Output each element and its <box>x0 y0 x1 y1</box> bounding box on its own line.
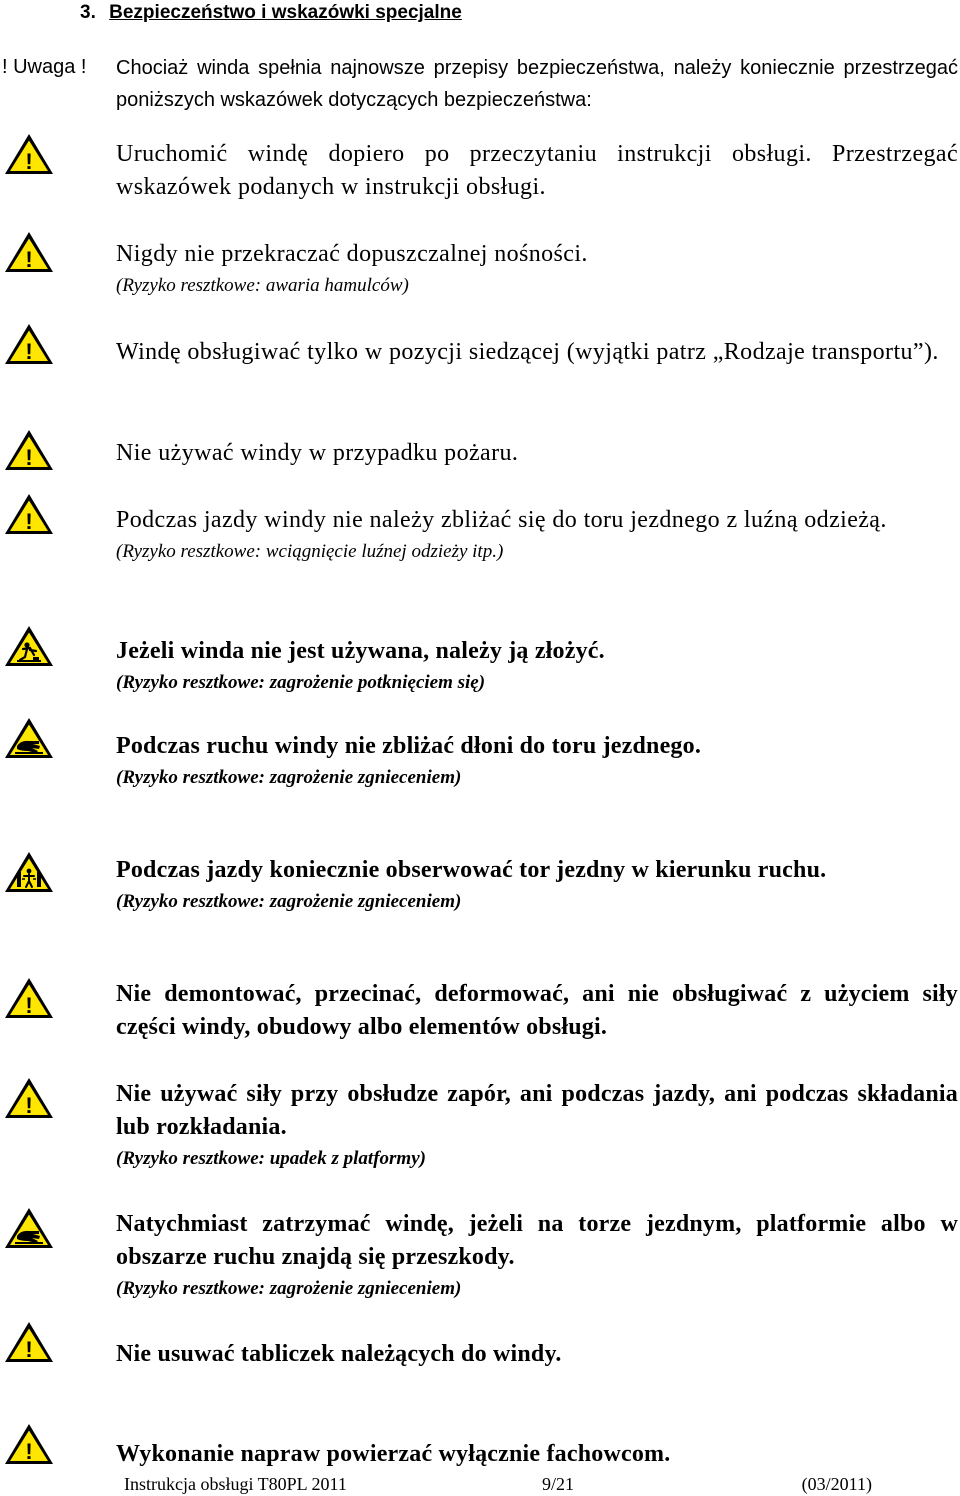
svg-text:!: ! <box>25 445 33 470</box>
safety-item <box>116 504 958 567</box>
safety-item <box>116 1338 958 1371</box>
trip-hazard-icon <box>3 624 55 668</box>
svg-text:!: ! <box>25 1093 33 1118</box>
item-text: Podczas jazdy windy nie należy zbliżać się do toru jezdnego z luźną odzieżą. <box>116 507 887 533</box>
item-text: Nie używać windy w przypadku pożaru. <box>116 440 519 466</box>
safety-item <box>116 730 958 793</box>
residual-risk-note: (Ryzyko resztkowe: zagrożenie zgnieceniem) <box>116 767 462 788</box>
section-number: 3. <box>80 2 96 23</box>
warning-icon <box>3 492 55 536</box>
safety-item <box>116 437 958 470</box>
safety-item <box>116 1208 958 1304</box>
hand-crush-icon <box>3 1206 55 1250</box>
footer-date: (03/2011) <box>801 1474 872 1494</box>
warning-icon <box>3 428 55 472</box>
safety-item <box>116 138 958 204</box>
section-title: Bezpieczeństwo i wskazówki specjalne <box>109 2 462 23</box>
item-text: Nigdy nie przekraczać dopuszczalnej nośności. <box>116 241 588 267</box>
footer-page-number: 9/21 <box>542 1474 575 1494</box>
residual-risk-note: (Ryzyko resztkowe: zagrożenie potknięciem się) <box>116 672 486 693</box>
section-heading <box>80 0 462 26</box>
item-text: Nie używać siły przy obsłudze zapór, ani podczas jazdy, ani podczas składania lub rozkładania. <box>116 1081 958 1140</box>
svg-text:!: ! <box>25 1439 33 1464</box>
safety-item <box>116 1078 958 1174</box>
svg-text:!: ! <box>25 509 33 534</box>
safety-item <box>116 978 958 1044</box>
item-text: Natychmiast zatrzymać windę, jeżeli na torze jezdnym, platformie albo w obszarze ruchu znajdą się przeszkody. <box>116 1211 958 1270</box>
svg-text:!: ! <box>25 247 33 272</box>
warning-icon <box>3 976 55 1020</box>
warning-icon <box>3 230 55 274</box>
warning-icon <box>3 132 55 176</box>
safety-item <box>116 635 958 698</box>
safety-item <box>116 1438 958 1471</box>
body-crush-icon <box>3 850 55 894</box>
residual-risk-note: (Ryzyko resztkowe: upadek z platformy) <box>116 1148 426 1169</box>
svg-text:!: ! <box>25 1337 33 1362</box>
safety-item <box>116 854 958 917</box>
safety-item <box>116 336 958 369</box>
intro-paragraph: Chociaż winda spełnia najnowsze przepisy bezpieczeństwa, należy koniecznie przestrzegać poniższych wskazówek dotyczących bezpieczeństwa: <box>116 57 958 111</box>
residual-risk-note: (Ryzyko resztkowe: zagrożenie zgnieceniem) <box>116 1278 462 1299</box>
page-footer <box>124 1472 872 1496</box>
warning-icon <box>3 1320 55 1364</box>
svg-text:!: ! <box>25 993 33 1018</box>
item-text: Nie usuwać tabliczek należących do windy. <box>116 1341 562 1367</box>
svg-text:!: ! <box>25 339 33 364</box>
svg-text:!: ! <box>25 149 33 174</box>
residual-risk-note: (Ryzyko resztkowe: wciągnięcie luźnej odzieży itp.) <box>116 541 504 562</box>
residual-risk-note: (Ryzyko resztkowe: awaria hamulców) <box>116 275 409 296</box>
item-text: Podczas jazdy koniecznie obserwować tor jezdny w kierunku ruchu. <box>116 857 827 883</box>
item-text: Windę obsługiwać tylko w pozycji siedzącej (wyjątki patrz „Rodzaje transportu”). <box>116 339 939 365</box>
item-text: Nie demontować, przecinać, deformować, ani nie obsługiwać z użyciem siły części windy, obudowy albo elementów obsługi. <box>116 981 958 1040</box>
item-text: Jeżeli winda nie jest używana, należy ją złożyć. <box>116 638 605 664</box>
hand-crush-icon <box>3 716 55 760</box>
residual-risk-note: (Ryzyko resztkowe: zagrożenie zgnieceniem) <box>116 891 462 912</box>
warning-icon <box>3 1076 55 1120</box>
footer-document-title: Instrukcja obsługi T80PL 2011 <box>124 1474 347 1494</box>
item-text: Podczas ruchu windy nie zbliżać dłoni do toru jezdnego. <box>116 733 702 759</box>
warning-icon <box>3 322 55 366</box>
caution-label: ! Uwaga ! <box>2 56 87 78</box>
item-text: Wykonanie napraw powierzać wyłącznie fachowcom. <box>116 1441 671 1467</box>
item-text: Uruchomić windę dopiero po przeczytaniu instrukcji obsługi. Przestrzegać wskazówek podanych w instrukcji obsługi. <box>116 141 958 200</box>
warning-icon <box>3 1422 55 1466</box>
safety-item <box>116 238 958 301</box>
